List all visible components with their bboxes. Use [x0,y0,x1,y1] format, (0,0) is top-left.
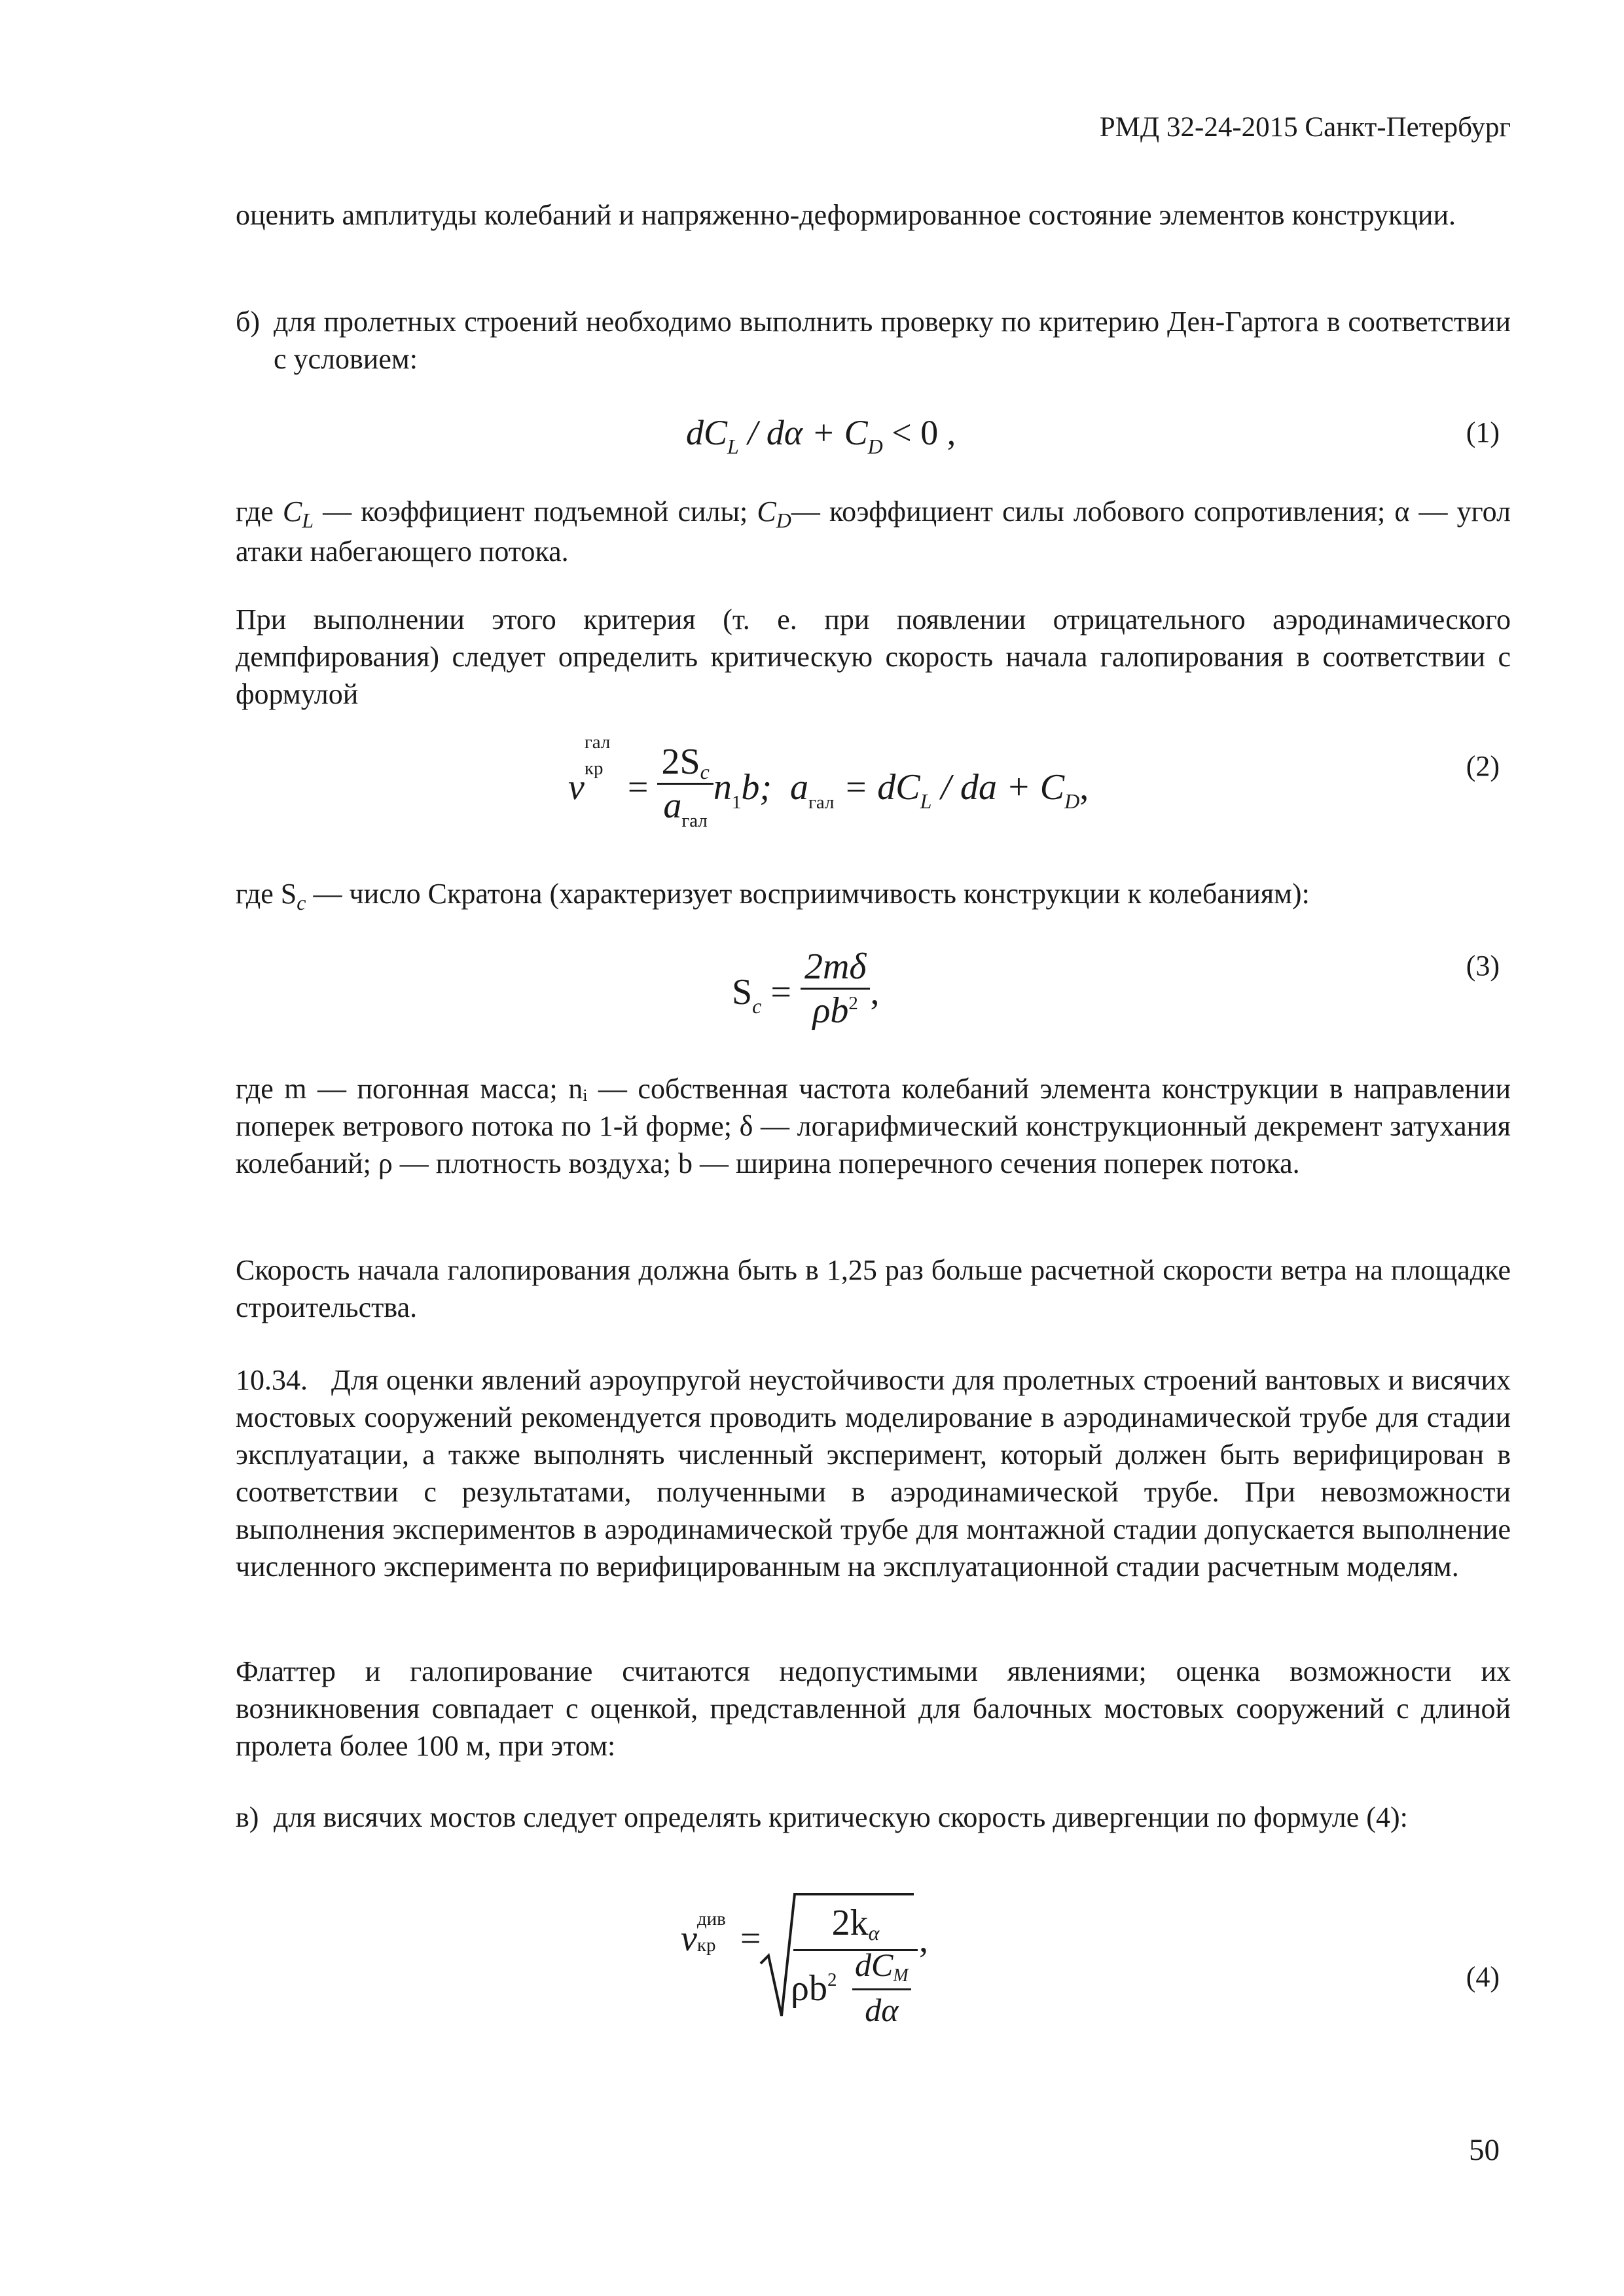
equation-4 [681,1909,761,1960]
eq2-v-sup: гал [584,732,611,753]
eq2-rhs2-sub: D [1064,789,1080,813]
eq4-derivative [852,1947,911,2030]
eq3-eq: = [761,972,801,1013]
eq3-den-sup: 2 [848,993,858,1014]
eq3-s: S [732,972,753,1013]
eq2-n-sub: 1 [731,792,742,813]
equation-4-number: (4) [1466,1961,1500,1993]
eq2-rhs-sub: L [920,789,932,813]
item-b-marker: б) [236,306,261,338]
eq4-eq: = [731,1918,761,1959]
eq4-denominator [791,1957,837,2009]
eq4-tail [919,1919,928,1961]
paragraph-amplitudes: оценить амплитуды колебаний и напряженно-деформированное состояние элементов конструкции. [236,199,1456,231]
where2-a: где S [236,878,297,910]
equation-2-number: (2) [1466,750,1500,782]
where1-cl-sub: L [302,509,314,532]
item-b-text [274,303,1511,378]
eq1-sub-d: D [867,435,883,458]
eq1-sub-l: L [727,435,739,458]
page-number: 50 [1469,2133,1500,2167]
where1-c: — коэффициент силы лобового сопротивления; α — угол атаки набегающего потока. [236,495,1511,567]
eq2-a: a [789,767,808,808]
item-v-marker: в) [236,1801,259,1833]
eq4-comma: , [919,1920,928,1960]
where1-cd: C [757,495,776,528]
eq4-dnum-sub: M [893,1965,909,1986]
where1-b: — коэффициент подъемной силы; [314,495,757,528]
eq4-v: v [681,1918,697,1959]
eq2-eq: = [618,767,658,808]
item-v-text: для висячих мостов следует определять критическую скорость дивергенции по формуле (4): [274,1801,1408,1833]
where1-cd-sub: D [776,509,791,532]
eq2-num: 2S [661,742,700,782]
where2-b: — число Скратона (характеризует восприимчивость конструкции к колебаниям): [306,878,1310,910]
where1-cl: C [282,495,302,528]
where-mass-frequency: где m — погонная масса; nᵢ — собственная частота колебаний элемента конструкции в направлении поперек ветрового потока по 1-й форме; δ — логарифмический конструкционный декремент затухания колебаний; ρ — плотность воздуха; b — ширина поперечного сечения поперек потока. [236,1073,1511,1179]
eq4-dnum: dC [855,1946,893,1983]
eq2-a-sub: гал [808,792,835,813]
eq3-num: 2mδ [804,946,867,987]
where1-a: где [236,495,283,528]
item-b-line: для пролетных строений необходимо выполнить проверку по критерию Ден-Гартога в соответствии с условием: [274,306,1511,375]
eq4-v-sub: кр [696,1935,716,1956]
paragraph-criteria: При выполнении этого критерия (т. е. при появлении отрицательного аэродинамического демпфирования) следует определить критическую скорость начала галопирования в соответствии с формулой [236,603,1511,710]
where-scruton [236,875,1511,915]
section-10-34 [236,1361,1511,1585]
eq4-numerator [793,1901,918,1951]
equation-3 [732,946,879,1031]
eq3-s-sub: c [752,994,762,1018]
equation-1-number: (1) [1466,416,1500,448]
equation-1 [686,412,956,458]
eq2-den: a [663,785,682,826]
eq4-v-sup: див [696,1909,726,1929]
eq2-b: b; [741,767,772,808]
section-number: 10.34. [236,1364,308,1396]
eq2-num-sub: c [700,760,710,783]
eq4-fraction [793,1901,918,1951]
equation-3-number: (3) [1466,950,1500,982]
eq3-den: ρb [812,990,849,1031]
eq4-num: 2k [831,1903,869,1943]
eq1-rhs: < 0 , [882,413,956,452]
eq2-den-sub: гал [681,810,708,831]
eq2-v-sub: кр [584,758,604,779]
eq1-mid: / dα + C [738,413,868,452]
eq2-v: v [568,767,585,808]
eq4-num-sub: α [868,1921,880,1945]
eq2-rhs2: / da + C [931,767,1065,808]
paragraph-flutter: Флаттер и галопирование считаются недопустимыми явлениями; оценка возможности их возникновения совпадает с оценкой, представленной для балочных мостовых сооружений с длиной пролета более 100 м, при этом: [236,1655,1511,1762]
eq2-tail: , [1079,767,1089,808]
eq4-den-a: ρb [791,1968,827,2009]
eq4-den-sup: 2 [827,1969,837,1990]
eq2-n: n [713,767,732,808]
document-header: РМД 32-24-2015 Санкт-Петербург [1099,112,1511,143]
where-cl-cd [236,493,1511,570]
section-10-34-text: Для оценки явлений аэроупругой неустойчивости для пролетных строений вантовых и висячих мостовых сооружений рекомендуется проводить моделирование в аэродинамической трубе для стадии эксплуатации, а также выполнять численный эксперимент, который должен быть верифицирован в соответствии с результатами, полученными в аэродинамической трубе. При невозможности выполнения экспериментов в аэродинамической трубе для монтажной стадии допускается выполнение численного эксперимента по верифицированным на эксплуатационной стадии расчетным моделям. [236,1364,1511,1583]
where2-sub: c [297,891,306,914]
equation-2 [568,732,1089,831]
eq4-dden: dα [865,1992,899,2028]
eq3-tail: , [870,972,880,1013]
paragraph-galloping-speed: Скорость начала галопирования должна быть в 1,25 раз больше расчетной скорости ветра на площадке строительства. [236,1254,1511,1323]
eq1-dcl: dC [686,413,728,452]
eq2-rhs: = dC [834,767,920,808]
